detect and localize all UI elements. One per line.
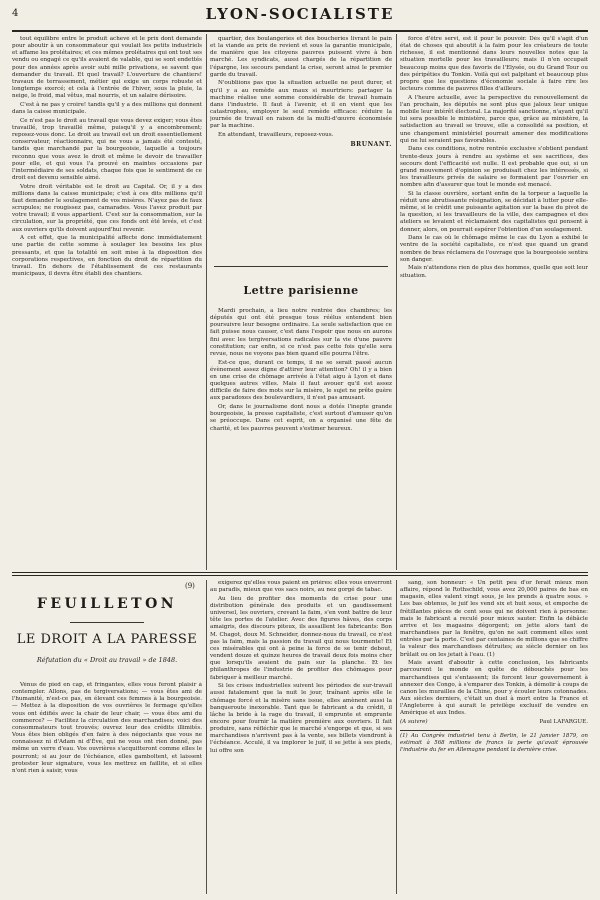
to-be-continued: (A suivre): [400, 719, 428, 726]
article-divider: [214, 266, 388, 267]
paragraph: Si les crises industrielles suivent les périodes de sur-travail aussi fatalement que la nuit le jour, traînant après elle le chômage forcé et la misère sans issue, elles amènent aussi la banqueroute inexorable. Tant que le fabricant a du crédit, il lâche la bride à la rage du travail, il emprunte et emprunte encore pour fournir la matière première aux ouvriers. Il fait produire, sans réfléchir que le marché s'engorge et que, si ses marchandises n'arrivent pas à la vente, ses billets viendront à l'échéance. Acculé, il va implorer le juif, il se jette à ses pieds, lui offre son: [210, 683, 392, 754]
paragraph: sang, son honneur: « Un petit peu d'or ferait mieux mon affaire, répond le Rothschild, vous avez 20,000 paires de bas en magasin, elles valent vingt sous, je les prends à quatre sous. » Les bas obtenus, le juif les vend six et huit sous, et empoche de frétillantes pièces de cent sous qui ne doivent rien à personne: mais le fabricant a reculé pour mieux sauter. Enfin la débâcle arrive et les magasins dégorgent; on jette alors tant de marchandises par la fenêtre, qu'on ne sait comment elles sont entrées par la porte. C'est par centaines de millions que se chiffre la valeur des marchandises détruites; au siècle dernier on les brûlait ou on les jetait à l'eau. (1): [400, 580, 588, 658]
paragraph: C'est à ne pas y croire! tandis qu'il y a des millions qui donnent dans la caisse municipale.: [12, 101, 202, 116]
paragraph: Est-ce que, durant ce temps, il ne se serait passé aucun évènement assez digne d'attirer leur attention? Oh! il y a bien en une crise de chômage arrivée à l'état aigu à Lyon et dans quelques autres villes. Mais il faut avouer qu'il est assez difficile de faire des mots sur la misère, le sujet ne prête guère aux paradoxes des boulevardiers, il n'est pas amusant.: [210, 359, 392, 402]
top-column-1: [12, 36, 202, 568]
feuilleton-number: (9): [185, 582, 195, 590]
feuilleton-rule: [70, 622, 144, 623]
paragraph: Dans ces conditions, notre rentrée exclusive s'obtient pendant trente-deux jours à rendre au système et ses sacrifices, des secours dont l'efficacité est nulle. Il est probable que oui, si un grand mouvement d'opinion se produisait chez les intéressés, si les travailleurs privés de salaire se formaient par l'ouvrier en nombre afin d'assurer que tout le monde est menacé.: [400, 146, 588, 189]
paragraph: Vénus de pied en cap, et fringantes, elles vous feront plaisir à contempler. Allons, pas de tergiversations; — vous êtes ami de l'humanité, n'est-ce pas, en élevant ces femmes à la bourgeoisie. — Mettez à la disposition de vos ouvrières le fermage qu'elles vous ont édifiés avec la chair de leur chair, — vous êtes ami du commerce? — Facilitez la circulation des marchandises; voici des consommateurs tout trouvés; ouvrez leur des crédits illimités. Vous êtes bien obligés d'en faire à des négociants que vous ne connaissez ni d'Adam ni d'Ève, qui ne vous ont rien donné, pas même un verre d'eau. Vos ouvrières s'acquitteront comme elles le pourront; si au jour de l'échéance, elles gamboltent, et laissent protester leur signature, vous les mettrez en faillite, et si elles n'ont rien à saisir, vous: [12, 682, 202, 774]
column-rule: [206, 34, 207, 570]
column-rule: [206, 580, 207, 894]
author-name: Paul LAFARGUE.: [539, 719, 588, 726]
top-column-2: [210, 36, 392, 264]
feuilleton-title: LE DROIT A LA PARESSE: [16, 632, 198, 647]
column-rule: [396, 34, 397, 570]
bottom-column-1: [12, 682, 202, 892]
paragraph: Mardi prochain, a lieu notre rentrée des chambres; les députés qui ont été presque tous réélus entendent bien poursuivre leur besogne ordinaire. La seule satisfaction que ce fait puisse nous causer, c'est dans l'espoir que nous en aurons fini avec les tergiversations radicales sur la vie d'une pauvre constitution; car enfin, si ce n'est pas cette fois qu'elle sera revue, nous ne voyons pas bien quand elle pourra l'être.: [210, 308, 392, 357]
footnote: (1) Au Congrès industriel tenu à Berlin, le 21 janvier 1879, on estimait à 568 millions de francs la perte qu'avait éprouvée l'industrie du fer en Allemagne pendant la dernière crise.: [400, 732, 588, 753]
paragraph: En attendant, travailleurs, reposez-vous.: [218, 132, 334, 139]
paragraph: Votre droit véritable est le droit au Capital. Or, il y a des millions dans la caisse municipale; c'est à ces dits millions qu'il faut demander le soulagement de vos misères. N'ayez pas de faux scrupules; ne rougissez pas, camarades. Vous l'avez produit par votre travail; il vous appartient. C'est sur la consommation, sur la circulation, sur la propriété, que ces fonds ont été levés, et c'est aux ouvriers qu'ils doivent aujourd'hui revenir.: [12, 183, 202, 233]
feuilleton-label: FEUILLETON: [36, 596, 178, 612]
column-rule: [396, 580, 397, 894]
feuilleton-subtitle: Réfutation du « Droit au travail » de 1848.: [36, 656, 178, 664]
page-number: 4: [12, 8, 19, 19]
article-signature: BRUNANT.: [350, 141, 392, 149]
paragraph: force d'être servi, est il pour le pouvoir. Dès qu'il s'agit d'un état de choses qui aboutit à la faim pour les créateurs de toute richesse, il est mentionné dans leurs nouvelles notes que la situation mortelle pour les travailleurs; mais il n'en occupait beaucoup moins que des favoris de l'Elysée, ou du Grand Tour ou des péripéties du Tonkin. Voilà qui est palpitant et beaucoup plus propre que les questions d'économie sociale à faire rire les lecteurs comme de pauvres filles d'ailleurs.: [400, 36, 588, 93]
paragraph: exigerez qu'elles vous paient en prières: elles vous enverront au paradis, mieux que vos sacs noirs, au nez gorgé de tabac.: [210, 580, 392, 594]
bottom-column-3: [400, 580, 588, 892]
journal-title: LYON-SOCIALISTE: [205, 5, 395, 23]
bottom-column-2: [210, 580, 392, 892]
paragraph: N'oubliions pas que la situation actuelle ne peut durer, et qu'il y a au remède aux maux si meurtriers: partager la machine réalise une somme considérable de travail humain dans l'industrie. Il faut à l'avenir, et il en vient que les catastrophes, employer le seul remède efficace: réduire la journée de travail en raison de la multi-d'œuvre économisée par la machine.: [210, 80, 392, 130]
section-title: Lettre parisienne: [243, 284, 359, 297]
paragraph: Dans le cas où le chômage même le cas du Lyon a exhibé le ventre de la société capitaliste, ce n'est que quand un grand nombre de bras réclamera de l'ouvrage que la bourgeoisie sentira son danger.: [400, 235, 588, 263]
footnote-rule: [400, 730, 460, 731]
top-column-3: [400, 36, 588, 568]
top-column-2b: [210, 308, 392, 568]
paragraph: tout équilibre entre le produit achevé et le prix dont demande pour aboutir à un consommateur qui voulait les petits industriels et affame les prolétaires; et ces mêmes prolétaires qui ont tout ses vendu ou engagé ce qu'ils avaient de valable, qui se sont endettés pour des années après avoir subi mille privations, se savent que demander du travail. Et quel travail? L'ouverture de chantiers! travaux de terrassement, métier qui exige un corps robuste et longtemps exercé; et cela à l'entrée de l'hiver, sous la pluie, la neige, le froid, mal vêtus, mal nourris, et un salaire dérisoire.: [12, 36, 202, 100]
paragraph: quartier, des boulangeries et des boucheries livrant le pain et la viande au prix de revient et sous la garantie municipale, de manière que les citoyens pauvres puissent vivre à bon marché. Les syndicats, aussi chargés de la répartition de l'épargne, les secours pendant la crise, seront ainsi le premier garde du travail.: [210, 36, 392, 78]
paragraph: A l'heure actuelle, avec la perspective du renouvellement de l'an prochain, les députés ne sont plus que jaloux leur unique mobile leur intérêt électoral. La majorité sanctionne, n'ayant qu'il lui sera possible le ministère, parce que, grâce au ministère, la satisfaction au travail se trouve, elle a consolidé sa position, et une changement ministériel pourrait amener des modifications qui ne lui seraient pas favorables.: [400, 94, 588, 144]
paragraph: Mais avant d'aboutir à cette conclusion, les fabricants parcourent le monde en quête de débouchés pour les marchandises qui s'entassent; ils forcent leur gouvernement à annexer des Congo, à s'emparer des Tonkin, à démolir à coups de canon les murailles de la Chine, pour y écouler leurs cotonnades. Aux siècles derniers, c'était un duel à mort entre la France et l'Angleterre à qui aurait le privilège exclusif de vendre en Amérique et aux Indes.: [400, 660, 588, 717]
paragraph: Au lieu de profiter des moments de crise pour une distribution générale des produits et un gaudissement universel, les ouvriers, crevant la faim, s'en vont battre de leur tête les portes de l'atelier. Avec des figures hâves, des corps amaigris, des discours piteux, ils assaillent les fabricants: Bon M. Chagot, doux M. Schneider, donnez-nous du travail, ce n'est pas la faim, mais la passion du travail qui nous tourmente! Et ces misérables qui ont à peine la force de se tenir debout, vendent douze et quinze heures de travail deux fois moins cher que lorsqu'ils avaient du pain sur la planche. Et les philanthropes de l'industrie de profiter des chômages pour fabriquer à meilleur marché.: [210, 595, 392, 681]
paragraph: Ce n'est pas le droit au travail que vous devez exiger; vous êtes travaillé, trop travaillé même, puisqu'il y a encombrement; reposez-vous donc. Le droit au travail est un droit essentiellement conservateur, réactionnaire, qui ne vous a jamais été contesté, tandis que marchandé par la bourgeoisie, laquelle a toujours reconnu que vous avez le droit et même le devoir de travailler pour elle, et qui vous l'a prouvé en maintes occasions par l'intermédiaire de ses soldats, chaque fois que le sentiment de ce droit est devenu sensible aimé.: [12, 117, 202, 181]
paragraph: Mais n'attendons rien de plus des hommes, quelle que soit leur situation.: [400, 265, 588, 279]
paragraph: Si la classe ouvrière, sortant enfin de la torpeur a laquelle la réduit une abrutissante résignation, se décidait à lutter pour elle-même, si le crédit une puissante agitation sur la base du pivot de la question, si les travailleurs de la ville, des campagnes et des ateliers se levaient et réclamaient des capitalistes qui pensent à donner, alors, on pourrait espérer l'obtention d'un soulagement.: [400, 190, 588, 233]
feuilleton-separator: [12, 572, 588, 573]
paragraph: Or, dans le journalisme dont nous a dotés l'inepte grande bourgeoisie, la presse capitaliste, c'est surtout d'amuser qu'on se préoccupe. Dans cet esprit, on a organisé une fête de charité, et les pauvres peuvent s'estimer heureux.: [210, 404, 392, 432]
page-header: [12, 0, 588, 32]
feuilleton-separator: [12, 575, 588, 576]
paragraph: A cet effet, que la municipalité affecte donc immédiatement une partie de cette somme à soulager les besoins les plus pressants, et que la totalité en soit mise à la disposition des corporations respectives, en fonction du droit de répartition du travail. En dehors de l'établissement de ces restaurants municipaux, il devra être établi des chantiers.: [12, 235, 202, 277]
